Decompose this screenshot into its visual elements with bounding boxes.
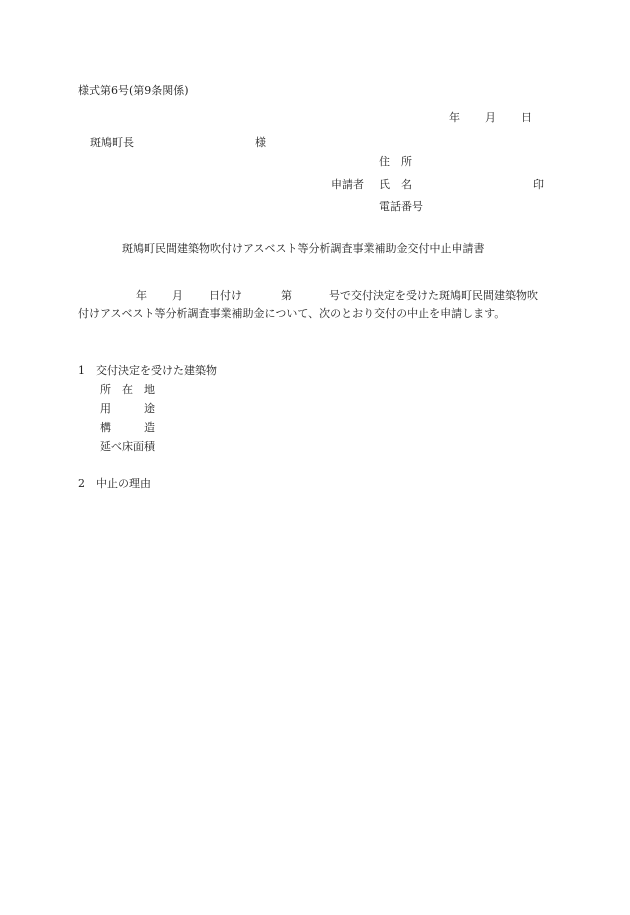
applicant-address-label: 住 所 (379, 155, 412, 168)
form-number: 様式第6号(第9条関係) (78, 84, 189, 97)
building-use-label: 用 途 (100, 402, 155, 415)
applicant-role-label: 申請者 (331, 178, 364, 191)
date-month: 月 (485, 111, 496, 124)
building-structure-label: 構 造 (100, 421, 155, 434)
body-dated: 日付け (209, 289, 242, 302)
addressee-name: 斑鳩町長 (90, 136, 134, 149)
body-year: 年 (136, 289, 147, 302)
body-month: 月 (172, 289, 183, 302)
body-line2-text: 付けアスベスト等分析調査事業補助金について、次のとおり交付の中止を申請します。 (78, 307, 506, 320)
date-day: 日 (521, 111, 532, 124)
date-year: 年 (449, 111, 460, 124)
applicant-name-label: 氏 名 (379, 178, 412, 191)
section-1-heading: 1 交付決定を受けた建築物 (78, 364, 217, 377)
addressee-honorific: 様 (255, 136, 266, 149)
section-2-heading: 2 中止の理由 (78, 477, 151, 490)
body-line1-text: 号で交付決定を受けた斑鳩町民間建築物吹 (329, 289, 538, 302)
building-location-label: 所 在 地 (100, 383, 155, 396)
applicant-phone-label: 電話番号 (379, 200, 423, 213)
seal-mark: 印 (533, 178, 544, 191)
document-title: 斑鳩町民間建築物吹付けアスベスト等分析調査事業補助金交付中止申請書 (122, 242, 485, 255)
building-floor-area-label: 延べ床面積 (100, 440, 155, 453)
body-number-prefix: 第 (281, 289, 292, 302)
